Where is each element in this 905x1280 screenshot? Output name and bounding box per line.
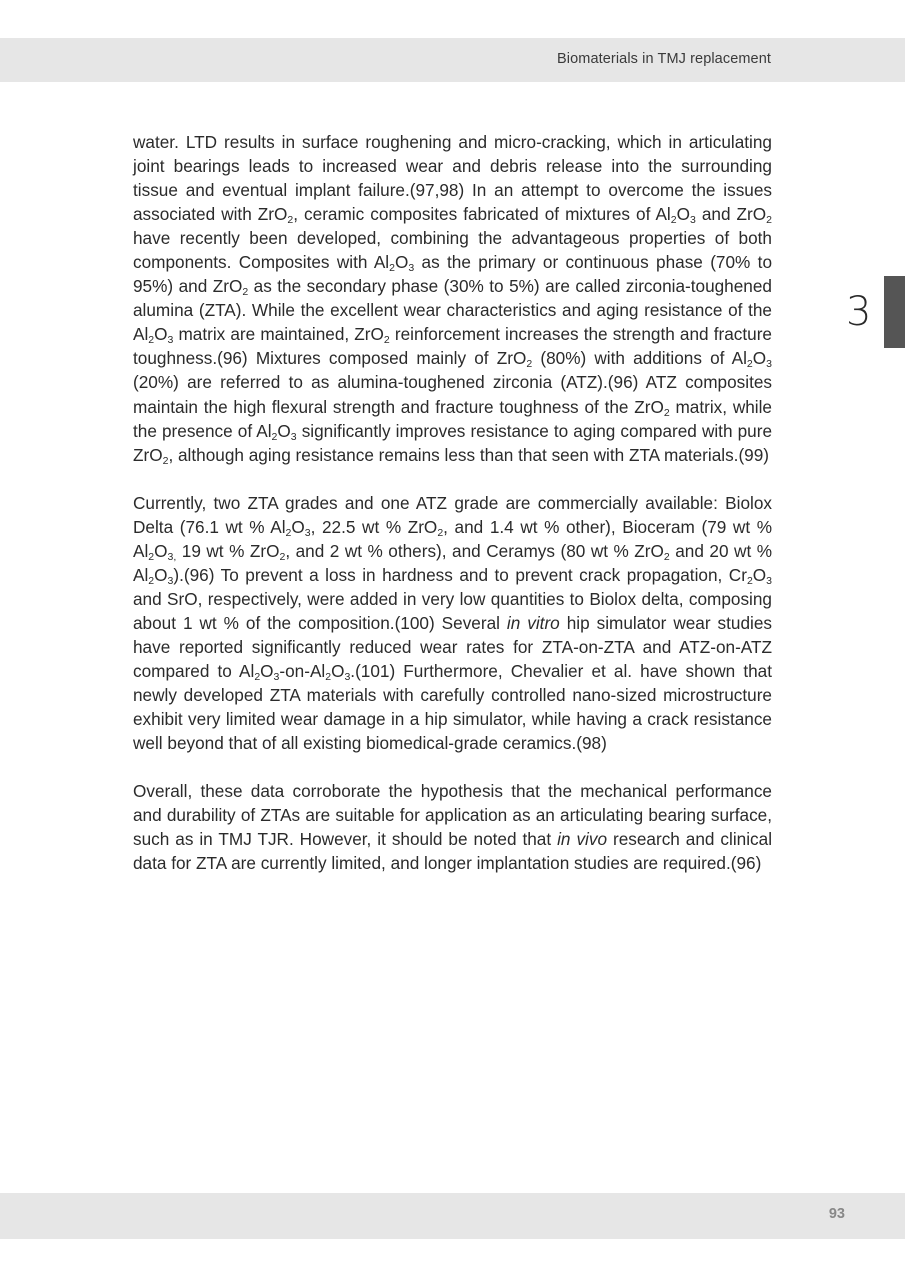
text-run: (20%) are referred to as alumina-toughened zirconia (ATZ).(96) ATZ composites maintain the high flexural strength and fracture toughness of the ZrO	[133, 372, 772, 417]
text-run: , although aging resistance remains less than that seen with ZTA materials.(99)	[168, 444, 770, 465]
text-run: matrix, while the presence of Al	[133, 396, 772, 441]
page-number: 93	[828, 1206, 845, 1222]
subscript: 3	[689, 214, 696, 227]
text-run: O	[260, 661, 274, 682]
body-text	[133, 130, 772, 900]
subscript: 2	[325, 671, 332, 684]
text-run: , ceramic composites fabricated of mixtures of Al	[293, 204, 671, 225]
text-run: .(101) Furthermore, Chevalier et al. have shown that newly developed ZTA materials with carefully controlled nano-sized microstructure exhibit very limited wear damage in a hip simulator, while having a crack resistance well beyond that of all existing biomedical-grade ceramics.(98)	[133, 661, 772, 754]
subscript: 3	[766, 574, 772, 587]
text-run: O	[154, 324, 168, 345]
text-run: , and 1.4 wt % other), Bioceram (79 wt % Al	[133, 516, 772, 561]
text-run: O	[331, 661, 345, 682]
running-title: Biomaterials in TMJ replacement	[557, 51, 771, 67]
subscript: 2	[287, 214, 294, 227]
subscript: 2	[663, 550, 670, 563]
subscript: 2	[746, 358, 753, 371]
subscript: 2	[254, 671, 261, 684]
subscript: 3	[273, 671, 280, 684]
subscript: 2	[162, 454, 169, 467]
text-run: research and clinical data for ZTA are currently limited, and longer implantation studies are required.(96)	[133, 829, 773, 874]
subscript: 2	[383, 334, 390, 347]
paragraph	[133, 130, 772, 467]
text-run: Overall, these data corroborate the hypothesis that the mechanical performance and durability of ZTAs are suitable for application as an articulating bearing surface, such as in TMJ TJR. However, it should be noted that	[133, 781, 772, 850]
subscript: 3	[304, 526, 311, 539]
paragraph	[133, 491, 772, 756]
subscript: 3	[167, 574, 174, 587]
text-run: and SrO, respectively, were added in very low quantities to Biolox delta, composing about 1 wt % of the composition.(100) Several	[133, 588, 772, 633]
text-run: 19 wt % ZrO	[176, 540, 280, 561]
text-run: reinforcement increases the strength and fracture toughness.(96) Mixtures composed mainly of ZrO	[133, 324, 772, 369]
subscript: 2	[279, 550, 286, 563]
text-run: O	[277, 420, 291, 441]
subscript: 2	[148, 334, 155, 347]
running-footer	[0, 1193, 905, 1239]
text-run: significantly improves resistance to aging compared with pure ZrO	[133, 420, 773, 465]
text-run: , and 2 wt % others), and Ceramys (80 wt % ZrO	[285, 540, 664, 561]
text-run: O	[394, 252, 409, 273]
text-run: have recently been developed, combining the advantageous properties of both components. Composites with Al	[133, 228, 772, 273]
text-run: hip simulator wear studies have reported significantly reduced wear rates for ZTA-on-ZTA and ATZ-on-ATZ compared to Al	[133, 612, 773, 682]
subscript: 3,	[167, 550, 177, 563]
text-run: as the secondary phase (30% to 5%) are called zirconia-toughened alumina (ZTA). While the excellent wear characteristics and aging resistance of the Al	[133, 276, 772, 345]
subscript: 2	[389, 262, 395, 275]
text-run: as the primary or continuous phase (70% to 95%) and ZrO	[133, 252, 772, 297]
subscript: 3	[290, 430, 297, 443]
running-header	[0, 38, 905, 82]
subscript: 2	[437, 526, 444, 539]
text-run: , 22.5 wt % ZrO	[310, 516, 438, 537]
chapter-tab-marker	[884, 276, 905, 348]
text-run: O	[752, 564, 767, 585]
text-run: Currently, two ZTA grades and one ATZ grade are commercially available: Biolox Delta (76.1 wt % Al	[133, 492, 772, 537]
italic-term: in vitro	[506, 612, 560, 633]
text-run: O	[154, 540, 168, 561]
text-run: O	[291, 516, 305, 537]
subscript: 2	[271, 430, 278, 443]
text-run: and 20 wt % Al	[133, 540, 772, 585]
text-run: O	[752, 348, 767, 369]
text-run: matrix are maintained, ZrO	[173, 324, 384, 345]
subscript: 2	[148, 550, 155, 563]
subscript: 3	[766, 358, 772, 371]
subscript: 2	[746, 574, 753, 587]
subscript: 3	[408, 262, 415, 275]
text-run: O	[154, 564, 168, 585]
text-run: and ZrO	[695, 204, 767, 225]
subscript: 2	[670, 214, 677, 227]
text-run: O	[676, 204, 690, 225]
text-run: (80%) with additions of Al	[532, 348, 747, 369]
subscript: 3	[344, 671, 351, 684]
italic-term: in vivo	[557, 829, 608, 850]
subscript: 2	[285, 526, 292, 539]
chapter-number: 3	[846, 289, 872, 335]
subscript: 2	[526, 358, 533, 371]
text-run: ).(96) To prevent a loss in hardness and to prevent crack propagation, Cr	[173, 564, 747, 585]
paragraph	[133, 779, 772, 875]
subscript: 2	[242, 286, 249, 299]
subscript: 2	[663, 406, 670, 419]
subscript: 2	[148, 574, 155, 587]
text-run: -on-Al	[279, 661, 326, 682]
text-run: water. LTD results in surface roughening and micro-cracking, which in articulating joint bearings leads to increased wear and debris release into the surrounding tissue and eventual implant failure.(97,98) In an attempt to overcome the issues associated with ZrO	[133, 132, 772, 225]
subscript: 3	[167, 334, 174, 347]
subscript: 2	[766, 214, 772, 227]
